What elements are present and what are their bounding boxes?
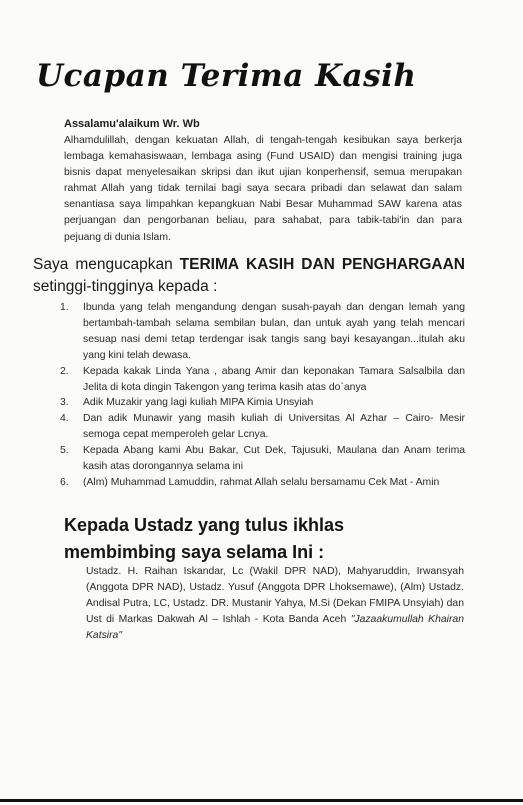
ustadz-paragraph — [86, 564, 464, 644]
list-number: 2. — [60, 365, 69, 377]
thanks-word-bold: PENGHARGAAN — [341, 256, 465, 273]
ustadz-heading-line2: membimbing saya selama Ini : — [64, 542, 325, 562]
ustadz-quote: "Jazaakumullah Khairan Katsira" — [86, 614, 464, 641]
thanks-word: mengucapkan — [75, 256, 173, 273]
page-title: Ucapan Terima Kasih — [36, 58, 417, 94]
thanks-word-bold: DAN — [301, 256, 335, 273]
list-number: 4. — [60, 413, 69, 425]
list-item — [60, 395, 465, 411]
list-number: 5. — [60, 445, 69, 457]
list-text: Ibunda yang telah mengandung dengan susah-payah dan dengan lemah yang bertambah-tambah selama sembilan bulan, dan untuk ayah yang telah mencari sesuap nasi demi tetap terdengar isak tangis sang bayi kesayangan...itulah aku yang kini telah dewasa. — [83, 302, 465, 361]
thanks-heading-line2: setinggi-tingginya kepada : — [33, 278, 218, 295]
list-item — [60, 364, 465, 396]
list-number: 3. — [60, 397, 69, 409]
thanks-word-bold: TERIMA — [179, 256, 240, 273]
thanks-heading — [33, 254, 465, 298]
thanks-word: Saya — [33, 256, 69, 273]
list-number: 6. — [60, 476, 69, 488]
ustadz-heading — [64, 512, 344, 566]
page-edge-line — [0, 799, 523, 802]
list-text: Dan adik Munawir yang masih kuliah di Universitas Al Azhar – Cairo- Mesir semoga cepat memperoleh gelar Lcnya. — [83, 413, 465, 441]
thanks-word-bold: KASIH — [246, 256, 295, 273]
list-number: 1. — [60, 302, 69, 313]
thanks-heading-line1 — [33, 254, 465, 276]
list-text: Kepada Abang kami Abu Bakar, Cut Dek, Tajusuki, Maulana dan Anam terima kasih atas dorongannya selama ini — [83, 445, 465, 473]
list-text: (Alm) Muhammad Lamuddin, rahmat Allah selalu bersamamu Cek Mat - Amin — [83, 476, 440, 488]
list-text: Adik Muzakir yang lagi kuliah MIPA Kimia Unsyiah — [83, 397, 314, 409]
ustadz-heading-line1: Kepada Ustadz yang tulus ikhlas — [64, 515, 345, 535]
greeting: Assalamu'alaikum Wr. Wb — [64, 118, 200, 130]
list-item — [60, 475, 465, 491]
list-text: Kepada kakak Linda Yana , abang Amir dan keponakan Tamara Salsalbila dan Jelita di kota dingin Takengon yang terima kasih atas do`anya — [83, 365, 465, 393]
thanks-list — [60, 300, 465, 491]
intro-paragraph: Alhamdulillah, dengan kekuatan Allah, di tengah-tengah kesibukan saya berkerja lembaga kemahasiswaan, lembaga asing (Fund USAID) dan mengisi training juga bisnis dapat menyelesaikan skripsi dan ikut ujian konperhensif, semua merupakan rahmat Allah yang tidak ternilai bagi saya secara pribadi dan selawat dan salam senantiasa saya limpahkan kepangkuan Nabi Besar Muhammad SAW karena atas perjuangan dan pengorbanan beliau, para sahabat, para tabik-tabi'in dan para pejuang di dunia Islam. — [64, 135, 462, 243]
ustadz-names: Ustadz. H. Raihan Iskandar, Lc (Wakil DPR NAD), Mahyaruddin, Irwansyah (Anggota DPR NAD), Ustadz. Yusuf (Anggota DPR Lhoksemawe), (Alm) Ustadz. Andisal Putra, LC, Ustadz. DR. Mustanir Yahya, M.Si (Dekan FMIPA Unsyiah) dan Ust di Markas Dakwah Al – Ishlah - Kota Banda Aceh — [86, 566, 464, 625]
list-item — [60, 411, 465, 443]
list-item — [60, 443, 465, 475]
list-item — [60, 300, 465, 364]
